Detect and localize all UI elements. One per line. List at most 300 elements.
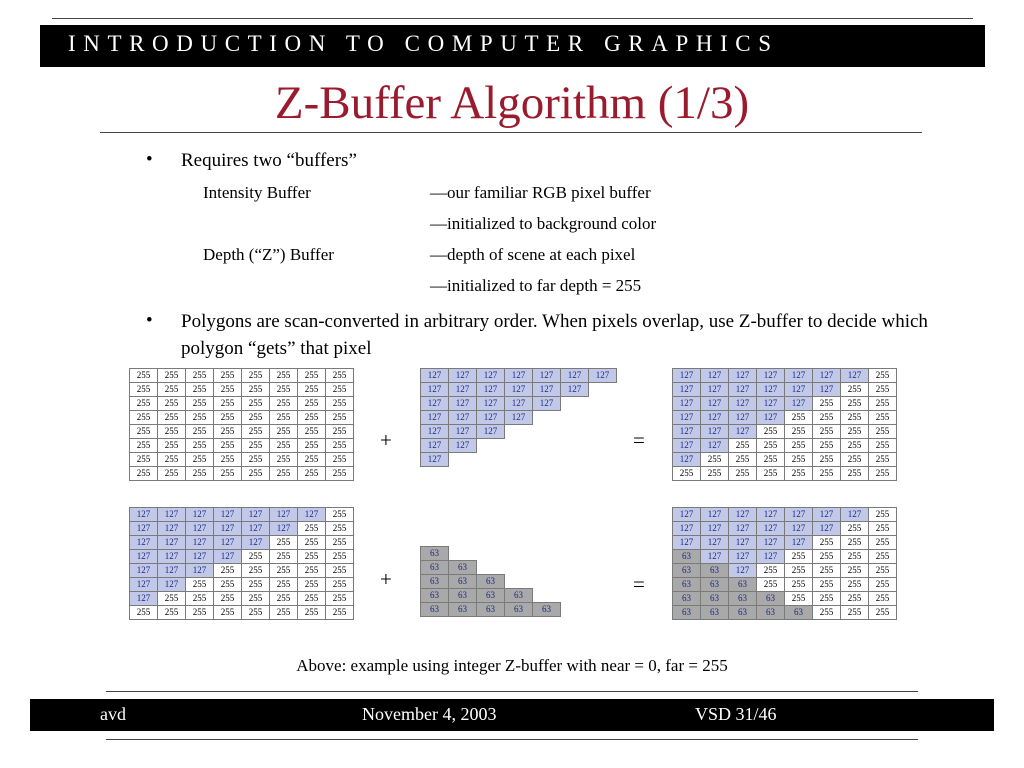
depth-cell: 255 — [813, 439, 841, 453]
depth-cell: 127 — [701, 508, 729, 522]
depth-cell: 127 — [729, 425, 757, 439]
depth-cell: 127 — [701, 522, 729, 536]
depth-cell: 127 — [130, 564, 158, 578]
depth-cell: 127 — [158, 522, 186, 536]
empty-cell — [533, 575, 561, 589]
depth-cell: 127 — [729, 369, 757, 383]
empty-cell — [421, 467, 449, 481]
depth-cell: 127 — [477, 369, 505, 383]
empty-cell — [449, 507, 477, 520]
depth-cell: 127 — [158, 536, 186, 550]
empty-cell — [477, 520, 505, 533]
grid-row — [421, 439, 645, 453]
depth-cell: 255 — [242, 467, 270, 481]
depth-cell: 255 — [869, 425, 897, 439]
depth-cell: 63 — [477, 589, 505, 603]
depth-cell: 255 — [841, 536, 869, 550]
depth-cell: 255 — [813, 453, 841, 467]
depth-cell: 127 — [242, 508, 270, 522]
grid-row — [421, 425, 645, 439]
grid-row — [421, 547, 643, 561]
depth-cell: 127 — [242, 522, 270, 536]
empty-cell — [561, 561, 589, 575]
empty-cell — [617, 383, 645, 397]
grid-row — [673, 383, 897, 397]
depth-cell: 127 — [186, 522, 214, 536]
depth-cell: 255 — [785, 467, 813, 481]
depth-cell: 255 — [729, 467, 757, 481]
empty-cell — [561, 533, 589, 547]
empty-cell — [617, 453, 645, 467]
empty-cell — [589, 397, 617, 411]
intensity-buffer-desc-1: —our familiar RGB pixel buffer — [430, 183, 651, 202]
depth-cell: 255 — [326, 411, 354, 425]
depth-cell: 127 — [673, 522, 701, 536]
depth-cell: 63 — [421, 589, 449, 603]
depth-cell: 63 — [673, 578, 701, 592]
depth-cell: 127 — [477, 383, 505, 397]
depth-cell: 255 — [186, 439, 214, 453]
depth-cell: 255 — [869, 411, 897, 425]
depth-cell: 63 — [757, 606, 785, 620]
depth-cell: 127 — [757, 550, 785, 564]
depth-cell: 63 — [729, 592, 757, 606]
depth-cell: 255 — [158, 606, 186, 620]
empty-cell — [561, 547, 589, 561]
grid-row — [421, 467, 645, 481]
depth-cell: 255 — [785, 425, 813, 439]
depth-cell: 255 — [813, 578, 841, 592]
depth-cell: 255 — [242, 453, 270, 467]
empty-cell — [533, 533, 561, 547]
grid-row — [130, 397, 354, 411]
depth-cell: 127 — [701, 425, 729, 439]
depth-cell: 63 — [505, 589, 533, 603]
depth-cell: 255 — [326, 606, 354, 620]
depth-cell: 127 — [186, 536, 214, 550]
depth-cell: 63 — [701, 606, 729, 620]
depth-cell: 255 — [701, 467, 729, 481]
grid-row — [421, 533, 643, 547]
depth-cell: 255 — [186, 606, 214, 620]
grid-row — [673, 411, 897, 425]
empty-cell — [533, 520, 561, 533]
depth-cell: 127 — [589, 369, 617, 383]
depth-cell: 255 — [326, 564, 354, 578]
depth-cell: 255 — [785, 592, 813, 606]
depth-buffer-desc-1: —depth of scene at each pixel — [430, 245, 636, 264]
depth-cell: 127 — [729, 383, 757, 397]
depth-cell: 255 — [242, 592, 270, 606]
depth-cell: 63 — [449, 589, 477, 603]
depth-cell: 127 — [785, 522, 813, 536]
depth-cell: 255 — [298, 369, 326, 383]
depth-cell: 127 — [449, 425, 477, 439]
empty-cell — [561, 411, 589, 425]
depth-cell: 255 — [242, 439, 270, 453]
grid-row — [130, 383, 354, 397]
depth-cell: 127 — [449, 411, 477, 425]
empty-cell — [533, 507, 561, 520]
depth-cell: 63 — [449, 603, 477, 617]
depth-cell: 127 — [785, 397, 813, 411]
equals-operator-2: = — [633, 572, 645, 596]
depth-cell: 63 — [757, 592, 785, 606]
depth-cell: 255 — [270, 453, 298, 467]
depth-cell: 127 — [673, 397, 701, 411]
depth-cell: 255 — [242, 397, 270, 411]
grid-row — [130, 425, 354, 439]
depth-cell: 127 — [477, 397, 505, 411]
grid-row — [673, 508, 897, 522]
depth-cell: 255 — [841, 383, 869, 397]
depth-cell: 255 — [130, 425, 158, 439]
depth-cell: 255 — [841, 439, 869, 453]
depth-cell: 255 — [214, 383, 242, 397]
depth-cell: 255 — [841, 564, 869, 578]
grid-row — [130, 564, 354, 578]
depth-cell: 255 — [214, 411, 242, 425]
depth-cell: 127 — [421, 411, 449, 425]
grid-row2-depth-current — [129, 507, 354, 620]
depth-cell: 127 — [785, 383, 813, 397]
bullet-dot-2: • — [146, 310, 153, 331]
depth-cell: 127 — [673, 383, 701, 397]
depth-cell: 127 — [729, 397, 757, 411]
depth-cell: 63 — [729, 578, 757, 592]
empty-cell — [588, 603, 615, 617]
depth-cell: 255 — [326, 467, 354, 481]
depth-cell: 63 — [449, 561, 477, 575]
depth-cell: 255 — [158, 383, 186, 397]
grid-row2-polygon-63 — [420, 507, 643, 617]
depth-cell: 127 — [785, 536, 813, 550]
depth-cell: 255 — [869, 369, 897, 383]
grid-row — [421, 561, 643, 575]
depth-cell: 127 — [214, 550, 242, 564]
empty-cell — [533, 547, 561, 561]
depth-cell: 63 — [477, 603, 505, 617]
depth-cell: 255 — [270, 592, 298, 606]
grid-row — [421, 453, 645, 467]
depth-cell: 255 — [214, 578, 242, 592]
empty-cell — [477, 453, 505, 467]
depth-cell: 255 — [242, 578, 270, 592]
depth-cell: 63 — [673, 564, 701, 578]
depth-cell: 255 — [270, 578, 298, 592]
depth-cell: 127 — [673, 369, 701, 383]
depth-cell: 255 — [326, 578, 354, 592]
grid-row — [673, 550, 897, 564]
depth-cell: 127 — [729, 550, 757, 564]
depth-cell: 255 — [841, 592, 869, 606]
depth-cell: 63 — [421, 575, 449, 589]
empty-cell — [561, 575, 589, 589]
empty-cell — [588, 575, 615, 589]
depth-cell: 127 — [158, 508, 186, 522]
grid-row — [421, 603, 643, 617]
intensity-buffer-label: Intensity Buffer — [203, 183, 311, 202]
depth-cell: 255 — [326, 508, 354, 522]
depth-cell: 127 — [729, 411, 757, 425]
depth-cell: 255 — [841, 411, 869, 425]
depth-cell: 255 — [214, 425, 242, 439]
depth-cell: 255 — [270, 564, 298, 578]
depth-cell: 127 — [449, 439, 477, 453]
depth-cell: 255 — [186, 453, 214, 467]
depth-buffer-label: Depth (“Z”) Buffer — [203, 245, 334, 264]
depth-cell: 127 — [505, 369, 533, 383]
depth-cell: 127 — [158, 550, 186, 564]
depth-cell: 255 — [298, 592, 326, 606]
depth-cell: 127 — [421, 369, 449, 383]
depth-cell: 127 — [701, 397, 729, 411]
depth-cell: 255 — [298, 411, 326, 425]
depth-cell: 255 — [785, 453, 813, 467]
depth-cell: 255 — [158, 411, 186, 425]
depth-cell: 127 — [505, 411, 533, 425]
equals-operator-1: = — [633, 428, 645, 452]
depth-cell: 127 — [533, 369, 561, 383]
depth-cell: 255 — [326, 369, 354, 383]
depth-cell: 127 — [186, 508, 214, 522]
depth-cell: 127 — [841, 369, 869, 383]
depth-cell: 255 — [298, 564, 326, 578]
grid-row2-result — [672, 507, 897, 620]
depth-cell: 63 — [421, 561, 449, 575]
depth-cell: 255 — [270, 467, 298, 481]
depth-cell: 255 — [214, 453, 242, 467]
depth-cell: 127 — [757, 522, 785, 536]
depth-cell: 255 — [813, 606, 841, 620]
depth-cell: 255 — [701, 453, 729, 467]
empty-cell — [449, 467, 477, 481]
depth-cell: 255 — [869, 467, 897, 481]
depth-cell: 127 — [449, 383, 477, 397]
depth-cell: 127 — [533, 397, 561, 411]
depth-cell: 255 — [214, 592, 242, 606]
depth-cell: 127 — [477, 425, 505, 439]
empty-cell — [533, 453, 561, 467]
depth-cell: 255 — [813, 397, 841, 411]
footer-slide-number: VSD 31/46 — [695, 704, 777, 724]
depth-cell: 255 — [186, 411, 214, 425]
grid-row — [421, 507, 643, 520]
depth-cell: 255 — [813, 425, 841, 439]
empty-cell — [617, 369, 645, 383]
grid-row — [421, 520, 643, 533]
empty-cell — [589, 425, 617, 439]
depth-cell: 255 — [757, 578, 785, 592]
grid-row1-polygon-127 — [420, 368, 645, 480]
grid-row — [130, 522, 354, 536]
empty-cell — [505, 533, 533, 547]
depth-cell: 127 — [477, 411, 505, 425]
depth-cell: 255 — [130, 397, 158, 411]
depth-cell: 127 — [701, 411, 729, 425]
depth-cell: 255 — [813, 411, 841, 425]
empty-cell — [589, 411, 617, 425]
empty-cell — [533, 425, 561, 439]
slide-title: Z-Buffer Algorithm (1/3) — [274, 77, 750, 129]
depth-cell: 127 — [785, 508, 813, 522]
depth-cell: 127 — [757, 508, 785, 522]
depth-cell: 255 — [841, 522, 869, 536]
depth-cell: 255 — [869, 578, 897, 592]
empty-cell — [561, 520, 589, 533]
grid-row — [673, 467, 897, 481]
header-banner-text: INTRODUCTION TO COMPUTER GRAPHICS — [68, 31, 779, 56]
depth-cell: 255 — [214, 467, 242, 481]
depth-cell: 255 — [326, 397, 354, 411]
depth-cell: 63 — [673, 606, 701, 620]
empty-cell — [561, 467, 589, 481]
grid-row — [673, 578, 897, 592]
depth-cell: 255 — [729, 439, 757, 453]
depth-cell: 255 — [326, 453, 354, 467]
depth-cell: 127 — [242, 536, 270, 550]
depth-cell: 255 — [214, 606, 242, 620]
depth-cell: 255 — [326, 383, 354, 397]
depth-cell: 255 — [326, 425, 354, 439]
depth-cell: 255 — [158, 592, 186, 606]
empty-cell — [533, 439, 561, 453]
depth-cell: 255 — [270, 369, 298, 383]
depth-cell: 255 — [813, 536, 841, 550]
empty-cell — [449, 453, 477, 467]
depth-cell: 63 — [673, 550, 701, 564]
depth-cell: 255 — [869, 522, 897, 536]
grid-row — [673, 453, 897, 467]
depth-cell: 255 — [757, 564, 785, 578]
depth-cell: 255 — [298, 578, 326, 592]
empty-cell — [617, 411, 645, 425]
depth-cell: 255 — [785, 411, 813, 425]
depth-cell: 255 — [130, 467, 158, 481]
empty-cell — [615, 507, 642, 520]
empty-cell — [449, 547, 477, 561]
caption-text: Above: example using integer Z-buffer with near = 0, far = 255 — [296, 656, 728, 675]
grid-row — [130, 453, 354, 467]
depth-cell: 255 — [813, 467, 841, 481]
empty-cell — [588, 507, 615, 520]
empty-cell — [617, 397, 645, 411]
empty-cell — [561, 589, 589, 603]
depth-cell: 63 — [421, 547, 449, 561]
depth-cell: 255 — [242, 550, 270, 564]
depth-cell: 127 — [158, 564, 186, 578]
depth-cell: 127 — [505, 397, 533, 411]
empty-cell — [615, 547, 642, 561]
depth-cell: 127 — [729, 522, 757, 536]
empty-cell — [505, 467, 533, 481]
empty-cell — [617, 467, 645, 481]
depth-cell: 127 — [561, 383, 589, 397]
depth-cell: 255 — [757, 453, 785, 467]
depth-cell: 255 — [158, 439, 186, 453]
empty-cell — [588, 561, 615, 575]
grid-row — [673, 425, 897, 439]
depth-cell: 255 — [158, 467, 186, 481]
depth-cell: 127 — [270, 522, 298, 536]
depth-cell: 255 — [158, 453, 186, 467]
empty-cell — [505, 439, 533, 453]
depth-buffer-desc-2: —initialized to far depth = 255 — [430, 276, 642, 295]
empty-cell — [421, 520, 449, 533]
depth-cell: 255 — [298, 467, 326, 481]
depth-cell: 255 — [785, 439, 813, 453]
depth-cell: 255 — [841, 606, 869, 620]
empty-cell — [505, 425, 533, 439]
depth-cell: 255 — [869, 550, 897, 564]
depth-cell: 255 — [326, 592, 354, 606]
empty-cell — [588, 520, 615, 533]
depth-cell: 255 — [298, 606, 326, 620]
depth-cell: 255 — [186, 369, 214, 383]
empty-cell — [589, 439, 617, 453]
depth-cell: 255 — [757, 467, 785, 481]
depth-cell: 255 — [869, 508, 897, 522]
depth-cell: 127 — [130, 592, 158, 606]
depth-cell: 63 — [449, 575, 477, 589]
depth-cell: 255 — [158, 397, 186, 411]
empty-cell — [477, 533, 505, 547]
depth-cell: 127 — [130, 550, 158, 564]
grid-row — [421, 411, 645, 425]
depth-cell: 255 — [214, 564, 242, 578]
depth-cell: 255 — [270, 425, 298, 439]
empty-cell — [561, 603, 589, 617]
footer-date: November 4, 2003 — [362, 704, 497, 724]
depth-cell: 63 — [701, 564, 729, 578]
depth-cell: 127 — [186, 550, 214, 564]
depth-cell: 127 — [421, 397, 449, 411]
depth-cell: 255 — [869, 592, 897, 606]
depth-cell: 255 — [214, 439, 242, 453]
depth-cell: 127 — [785, 369, 813, 383]
grid-row — [673, 564, 897, 578]
depth-cell: 127 — [701, 439, 729, 453]
grid-row — [130, 536, 354, 550]
depth-cell: 127 — [673, 536, 701, 550]
depth-cell: 255 — [298, 425, 326, 439]
depth-cell: 255 — [869, 606, 897, 620]
depth-cell: 127 — [813, 522, 841, 536]
depth-cell: 255 — [130, 439, 158, 453]
depth-cell: 255 — [270, 550, 298, 564]
depth-cell: 127 — [421, 453, 449, 467]
empty-cell — [533, 561, 561, 575]
empty-cell — [421, 507, 449, 520]
depth-cell: 127 — [421, 439, 449, 453]
depth-cell: 255 — [270, 439, 298, 453]
depth-cell: 127 — [130, 578, 158, 592]
grid-row — [130, 606, 354, 620]
empty-cell — [505, 520, 533, 533]
depth-cell: 255 — [298, 522, 326, 536]
depth-cell: 127 — [673, 453, 701, 467]
empty-cell — [477, 439, 505, 453]
depth-cell: 127 — [813, 383, 841, 397]
grid-row — [673, 397, 897, 411]
grid-row — [421, 589, 643, 603]
depth-cell: 255 — [813, 592, 841, 606]
empty-cell — [533, 467, 561, 481]
grid-row — [130, 369, 354, 383]
empty-cell — [589, 467, 617, 481]
depth-cell: 255 — [869, 564, 897, 578]
empty-cell — [588, 547, 615, 561]
